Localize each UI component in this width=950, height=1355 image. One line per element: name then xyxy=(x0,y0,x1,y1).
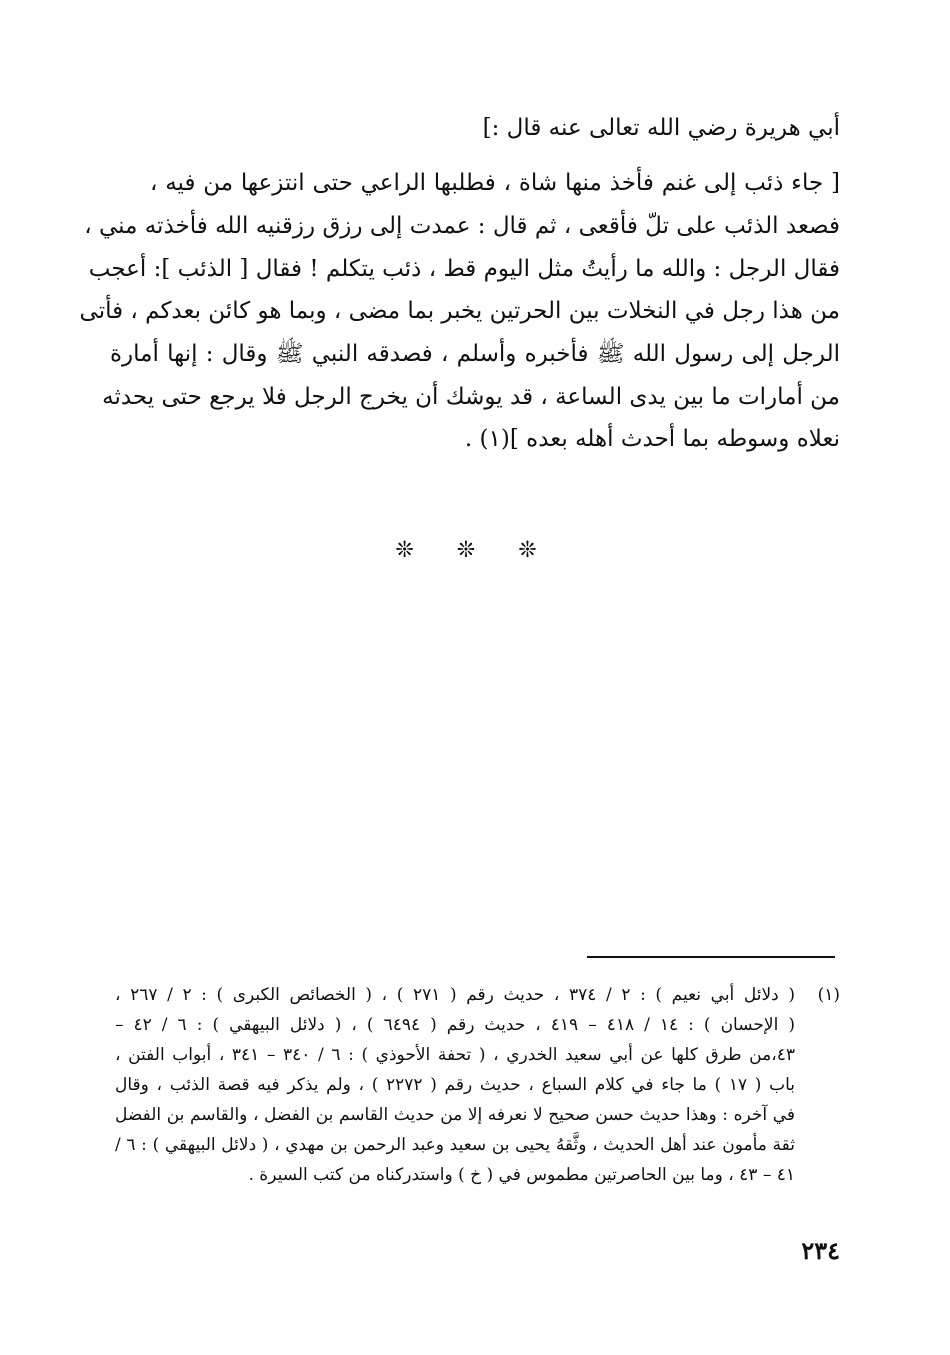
footnote-number: (١) xyxy=(817,985,840,1005)
footnote-line-2: ( الإحسان ) : ١٤ / ٤١٨ – ٤١٩ ، حديث رقم ( ٦٤٩٤ ) ، ( دلائل البيهقي ) : ٦ / ٤٢ – xyxy=(115,1015,795,1035)
footnote-line-3: ٤٣،من طرق كلها عن أبي سعيد الخدري ، ( تحفة الأحوذي ) : ٦ / ٣٤٠ – ٣٤١ ، أبواب الفتن ، xyxy=(115,1045,795,1065)
footnote-line-6: ثقة مأمون عند أهل الحديث ، وثَّقهُ يحيى بن سعيد وعبد الرحمن بن مهدي ، ( دلائل البيهقي ) : ٦ / xyxy=(115,1135,795,1155)
footnote-line-7: ٤١ – ٤٣ ، وما بين الحاصرتين مطموس في ( خ ) واستدركناه من كتب السيرة . xyxy=(248,1165,795,1185)
footnote-line-5: في آخره : وهذا حديث حسن صحيح لا نعرفه إلا من حديث القاسم بن الفضل ، والقاسم بن الفضل xyxy=(115,1105,795,1125)
footnote-line-4: باب ( ١٧ ) ما جاء في كلام السباع ، حديث رقم ( ٢٢٧٢ ) ، ولم يذكر فيه قصة الذئب ، وقال xyxy=(115,1075,796,1095)
section-separator: ❊ ❊ ❊ xyxy=(395,538,555,563)
body-line-1: أبي هريرة رضي الله تعالى عنه قال :] xyxy=(482,115,840,141)
body-line-7: من أمارات ما بين يدى الساعة ، قد يوشك أن يخرج الرجل فلا يرجع حتى يحدثه xyxy=(102,384,840,410)
footnote-line-1: ( دلائل أبي نعيم ) : ٢ / ٣٧٤ ، حديث رقم ( ٢٧١ ) ، ( الخصائص الكبرى ) : ٢ / ٢٦٧ ، xyxy=(115,985,795,1005)
page-number: ٢٣٤ xyxy=(801,1236,840,1265)
body-line-4: فقال الرجل : والله ما رأيتُ مثل اليوم قط ، ذئب يتكلم ! فقال [ الذئب ]: أعجب xyxy=(88,256,840,282)
body-line-6: الرجل إلى رسول الله ﷺ فأخبره وأسلم ، فصدقه النبي ﷺ وقال : إنها أمارة xyxy=(110,341,840,367)
footnote-rule xyxy=(587,956,835,958)
body-line-3: فصعد الذئب على تلّ فأقعى ، ثم قال : عمدت إلى رزق رزقنيه الله فأخذته مني ، xyxy=(84,213,840,239)
body-line-2: [ جاء ذئب إلى غنم فأخذ منها شاة ، فطلبها الراعي حتى انتزعها من فيه ، xyxy=(150,170,840,196)
body-line-8: نعلاه وسوطه بما أحدث أهله بعده ](١) . xyxy=(464,426,840,452)
body-line-5: من هذا رجل في النخلات بين الحرتين يخبر بما مضى ، وبما هو كائن بعدكم ، فأتى xyxy=(79,298,840,324)
